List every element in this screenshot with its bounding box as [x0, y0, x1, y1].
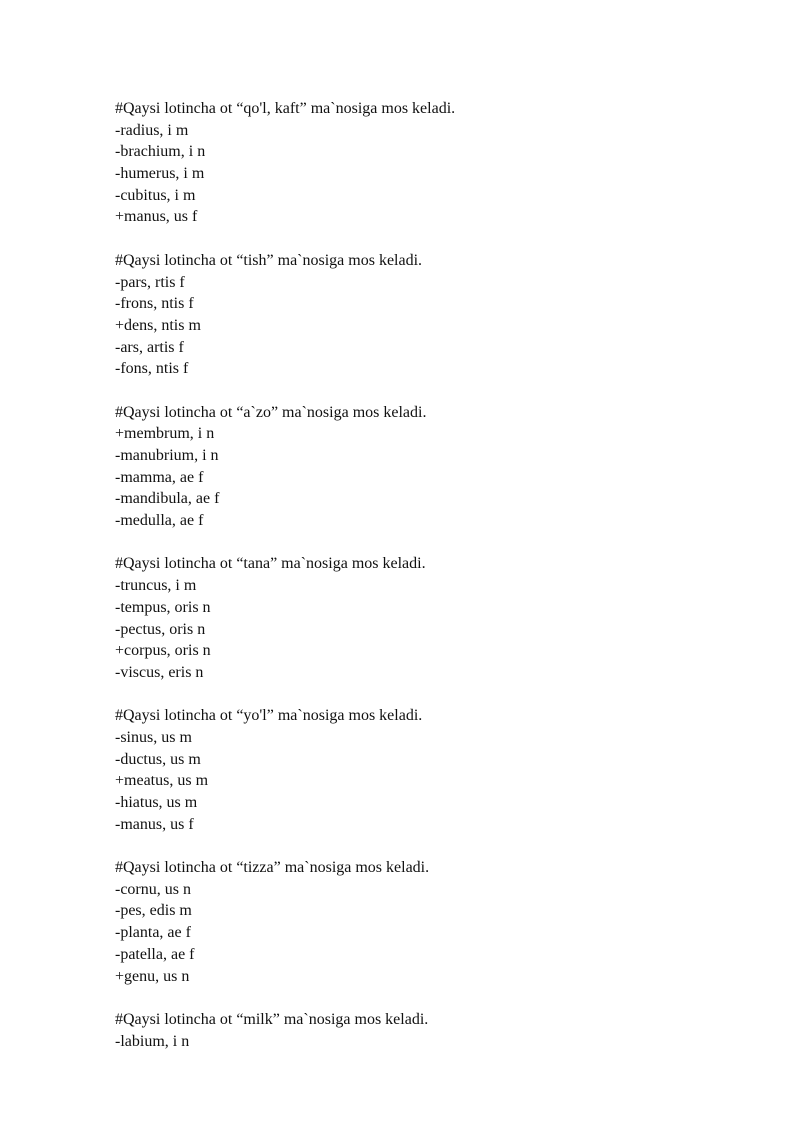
blank-line [115, 835, 755, 857]
answer-option: -fons, ntis f [115, 360, 189, 378]
answer-option: -ars, artis f [115, 338, 184, 356]
question-block [115, 402, 755, 532]
answer-option: -manubrium, i n [115, 447, 219, 464]
answer-option-correct: +membrum, i n [115, 425, 215, 443]
answer-option: -mandibula, ae f [115, 490, 220, 508]
answer-option: -radius, i m [115, 121, 189, 139]
answer-option: -sinus, us m [115, 728, 192, 746]
answer-option: -cubitus, i m [115, 186, 196, 204]
answer-option: -planta, ae f [115, 924, 191, 942]
answer-option: -hiatus, us m [115, 794, 198, 811]
answer-option: -mamma, ae f [115, 468, 204, 486]
blank-line [115, 987, 755, 1009]
answer-option-correct: +dens, ntis m [115, 316, 201, 334]
question-block [115, 98, 755, 228]
answer-option: -ductus, us m [115, 750, 201, 768]
question-block [115, 1009, 755, 1052]
question-prompt: #Qaysi lotincha ot “tizza” ma`nosiga mos keladi. [115, 859, 430, 877]
blank-line [115, 380, 755, 402]
question-prompt: #Qaysi lotincha ot “yo'l” ma`nosiga mos keladi. [115, 707, 423, 725]
answer-option: -labium, i n [115, 1032, 190, 1050]
answer-option: -pectus, oris n [115, 620, 206, 638]
question-block [115, 250, 755, 380]
answer-option: -frons, ntis f [115, 295, 194, 313]
question-prompt: #Qaysi lotincha ot “tana” ma`nosiga mos keladi. [115, 555, 426, 573]
answer-option-correct: +manus, us f [115, 208, 198, 226]
answer-option-correct: +corpus, oris n [115, 642, 211, 660]
question-block [115, 553, 755, 683]
answer-option: -viscus, eris n [115, 663, 204, 681]
blank-line [115, 228, 755, 250]
answer-option: -tempus, oris n [115, 598, 211, 616]
question-block [115, 857, 755, 987]
question-prompt: #Qaysi lotincha ot “qo'l, kaft” ma`nosiga mos keladi. [115, 100, 456, 117]
answer-option: -truncus, i m [115, 577, 197, 595]
blank-line [115, 532, 755, 554]
question-prompt: #Qaysi lotincha ot “milk” ma`nosiga mos keladi. [115, 1010, 429, 1028]
answer-option-correct: +meatus, us m [115, 772, 209, 790]
answer-option: -pars, rtis f [115, 273, 185, 291]
question-prompt: #Qaysi lotincha ot “tish” ma`nosiga mos keladi. [115, 251, 423, 269]
answer-option: -manus, us f [115, 815, 194, 833]
answer-option: -medulla, ae f [115, 512, 204, 530]
answer-option: -cornu, us n [115, 880, 191, 898]
blank-line [115, 684, 755, 706]
answer-option: -humerus, i m [115, 165, 205, 183]
answer-option: -pes, edis m [115, 902, 192, 920]
answer-option-correct: +genu, us n [115, 967, 190, 985]
document-page [115, 98, 755, 1052]
answer-option: -patella, ae f [115, 945, 195, 963]
answer-option: -brachium, i n [115, 143, 206, 161]
question-block [115, 705, 755, 835]
question-prompt: #Qaysi lotincha ot “a`zo” ma`nosiga mos keladi. [115, 403, 427, 421]
